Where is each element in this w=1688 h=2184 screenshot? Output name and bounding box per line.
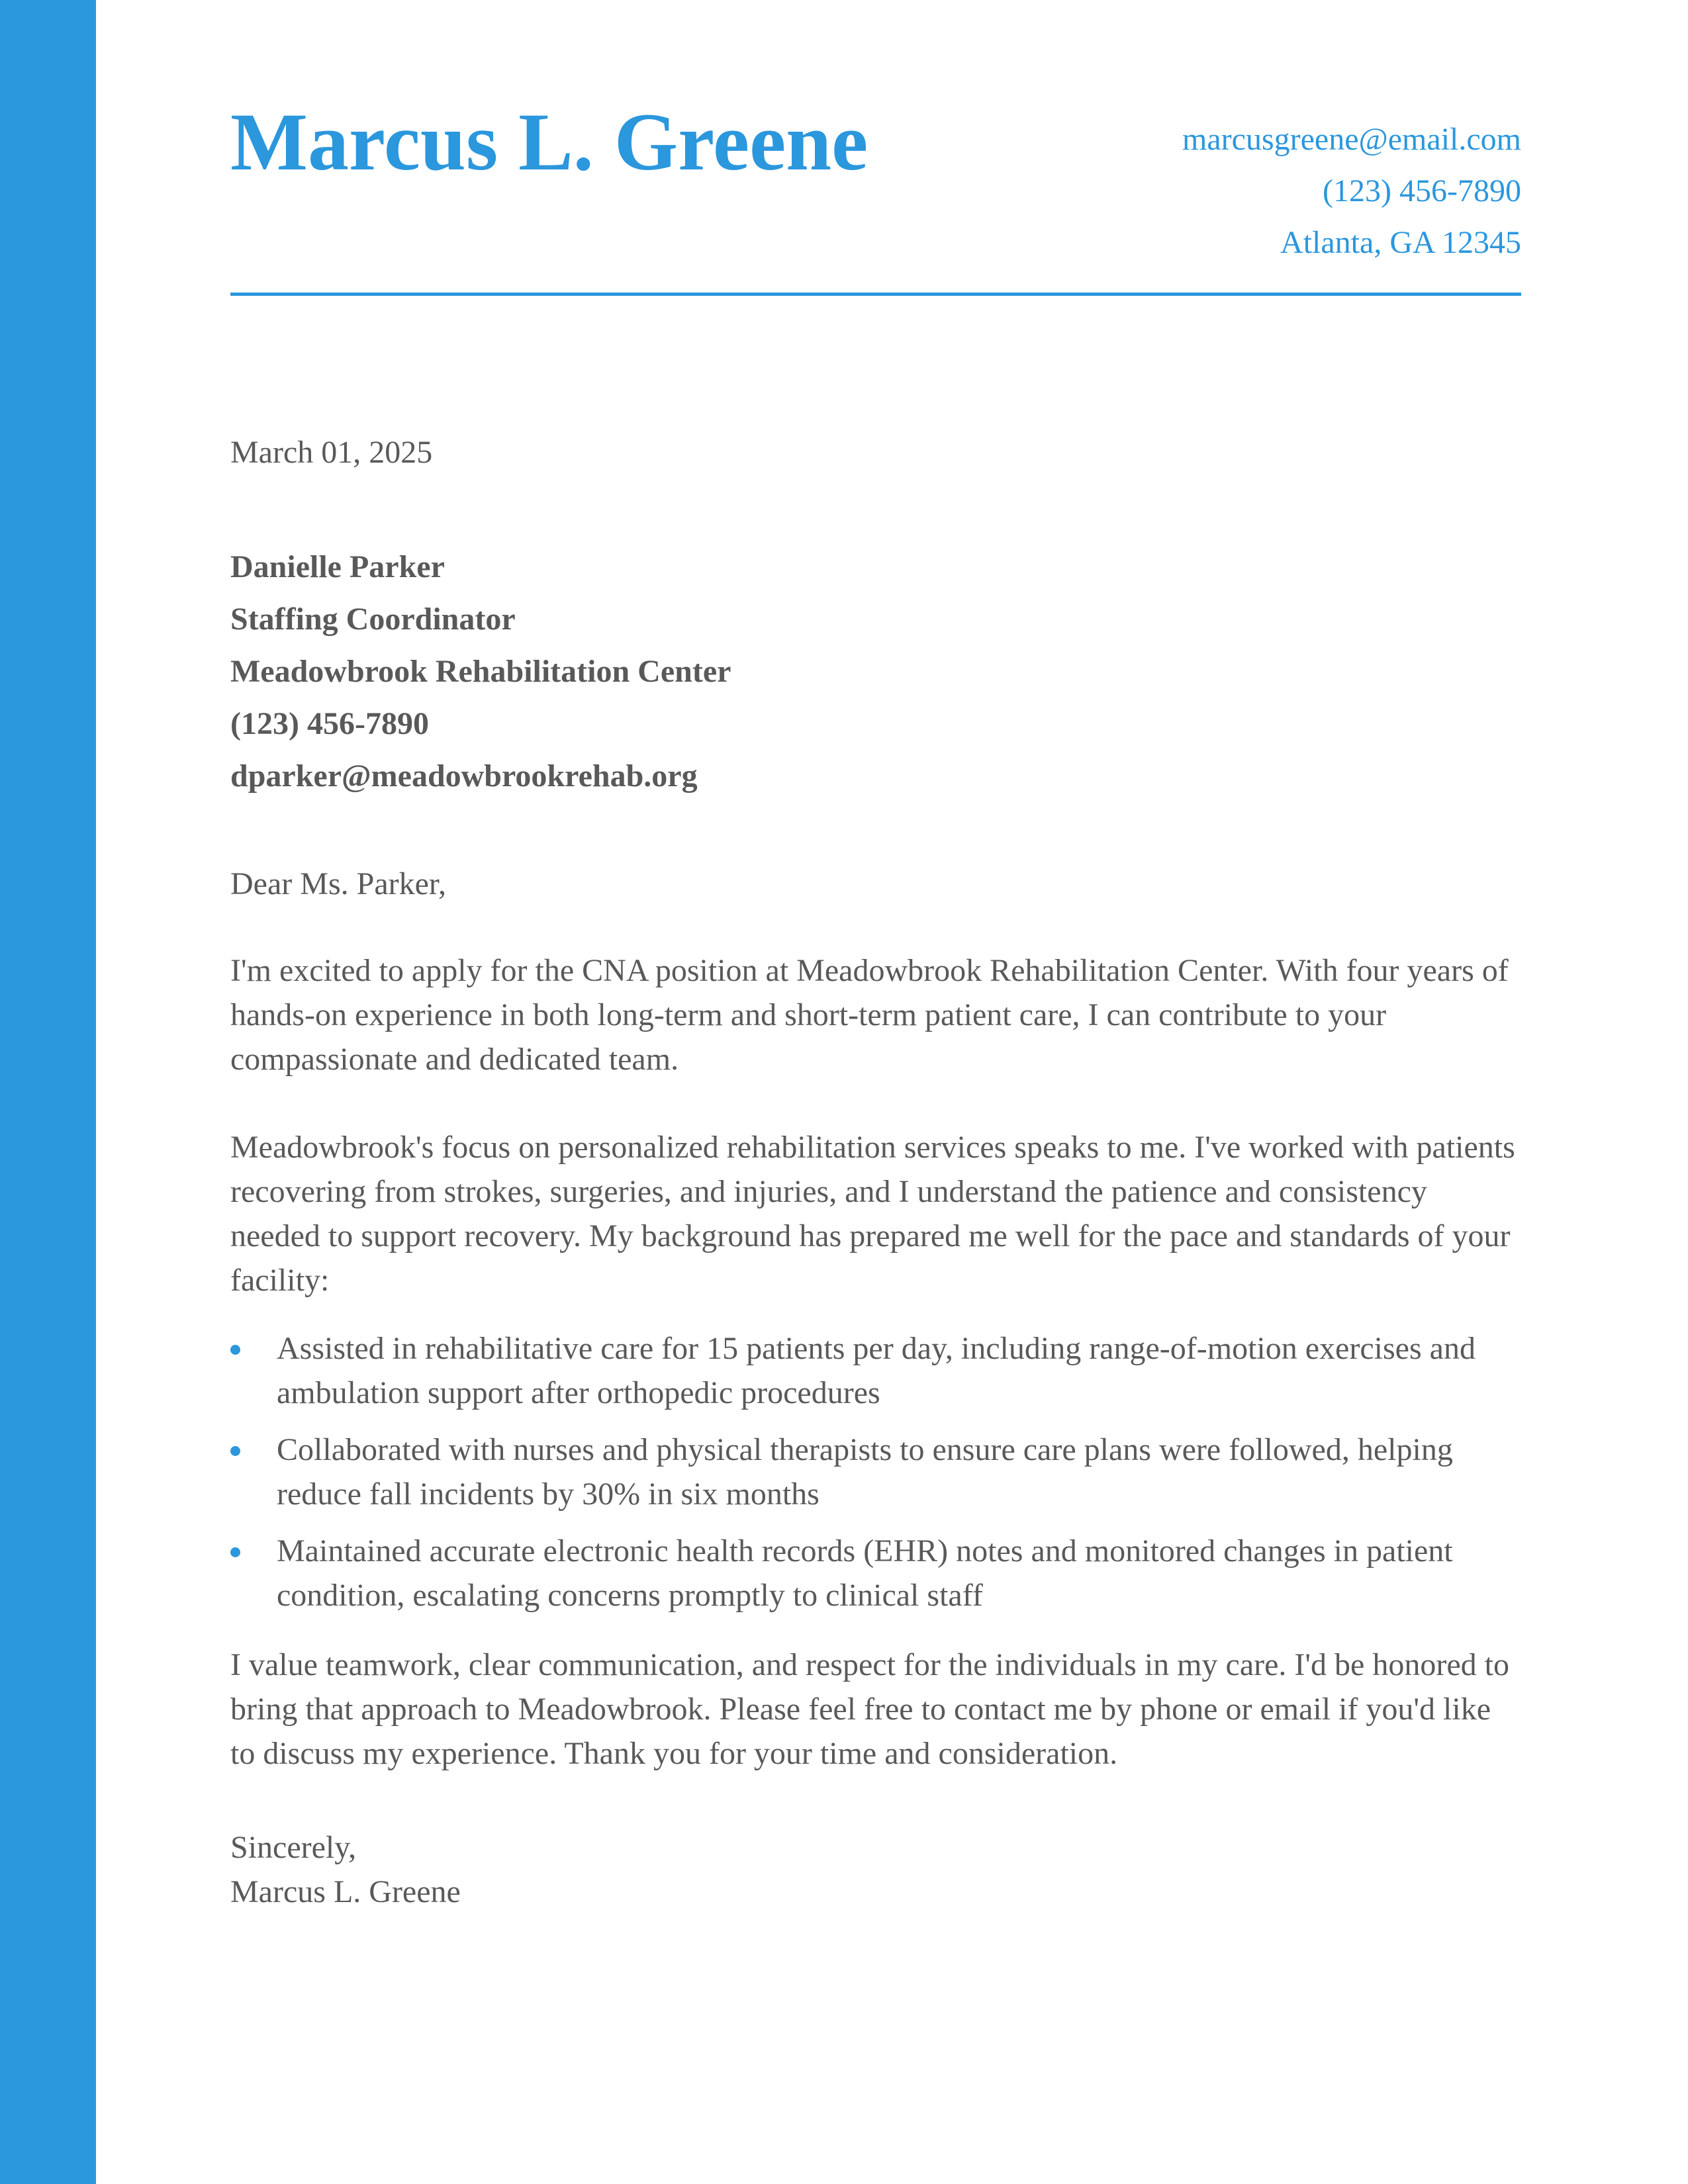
bullet-icon bbox=[230, 1547, 240, 1557]
recipient-title: Staffing Coordinator bbox=[230, 602, 516, 637]
recipient-phone[interactable]: (123) 456-7890 bbox=[230, 706, 429, 741]
achievements-list bbox=[230, 1326, 1521, 1630]
list-item-text: Maintained accurate electronic health records (EHR) notes and monitored changes in patient condition, escalating concerns promptly to clinical staff bbox=[277, 1533, 1453, 1613]
sign-off bbox=[230, 1825, 461, 1914]
paragraph-intro: I'm excited to apply for the CNA position at Meadowbrook Rehabilitation Center. With four years of hands-on experience in both long-term and short-term patient care, I can contribute to your compassionate and dedicated team. bbox=[230, 953, 1509, 1077]
signature-name: Marcus L. Greene bbox=[230, 1874, 461, 1909]
header-divider bbox=[230, 293, 1521, 296]
sender-phone[interactable]: (123) 456-7890 bbox=[1323, 173, 1521, 208]
list-item bbox=[230, 1529, 1521, 1617]
paragraph-closing: I value teamwork, clear communication, and respect for the individuals in my care. I'd be honored to bring that approach to Meadowbrook. Please feel free to contact me by phone or email if you'd like to discuss my experience. Thank you for your time and consideration. bbox=[230, 1647, 1509, 1771]
sender-email[interactable]: marcusgreene@email.com bbox=[1182, 122, 1521, 157]
recipient-name: Danielle Parker bbox=[230, 549, 445, 584]
sender-location: Atlanta, GA 12345 bbox=[1280, 225, 1521, 260]
list-item-text: Assisted in rehabilitative care for 15 patients per day, including range-of-motion exercises and ambulation support after orthopedic procedures bbox=[277, 1331, 1476, 1410]
list-item-text: Collaborated with nurses and physical therapists to ensure care plans were followed, helping reduce fall incidents by 30% in six months bbox=[277, 1432, 1453, 1512]
sender-contact bbox=[1182, 114, 1521, 269]
salutation: Dear Ms. Parker, bbox=[230, 866, 446, 901]
bullet-icon bbox=[230, 1345, 240, 1355]
side-accent-band bbox=[0, 0, 96, 2184]
letter-header bbox=[230, 0, 1521, 296]
recipient-email[interactable]: dparker@meadowbrookrehab.org bbox=[230, 758, 698, 794]
closing-phrase: Sincerely, bbox=[230, 1830, 357, 1865]
sender-name: Marcus L. Greene bbox=[230, 97, 868, 187]
list-item bbox=[230, 1326, 1521, 1415]
paragraph-background: Meadowbrook's focus on personalized rehabilitation services speaks to me. I've worked with patients recovering from strokes, surgeries, and injuries, and I understand the patience and consistency needed to support recovery. My background has prepared me well for the pace and standards of your facility: bbox=[230, 1130, 1515, 1298]
bullet-icon bbox=[230, 1446, 240, 1456]
cover-letter-page bbox=[230, 0, 1521, 1909]
recipient-block bbox=[230, 541, 731, 802]
letter-date: March 01, 2025 bbox=[230, 435, 433, 470]
list-item bbox=[230, 1428, 1521, 1516]
recipient-company: Meadowbrook Rehabilitation Center bbox=[230, 654, 731, 689]
